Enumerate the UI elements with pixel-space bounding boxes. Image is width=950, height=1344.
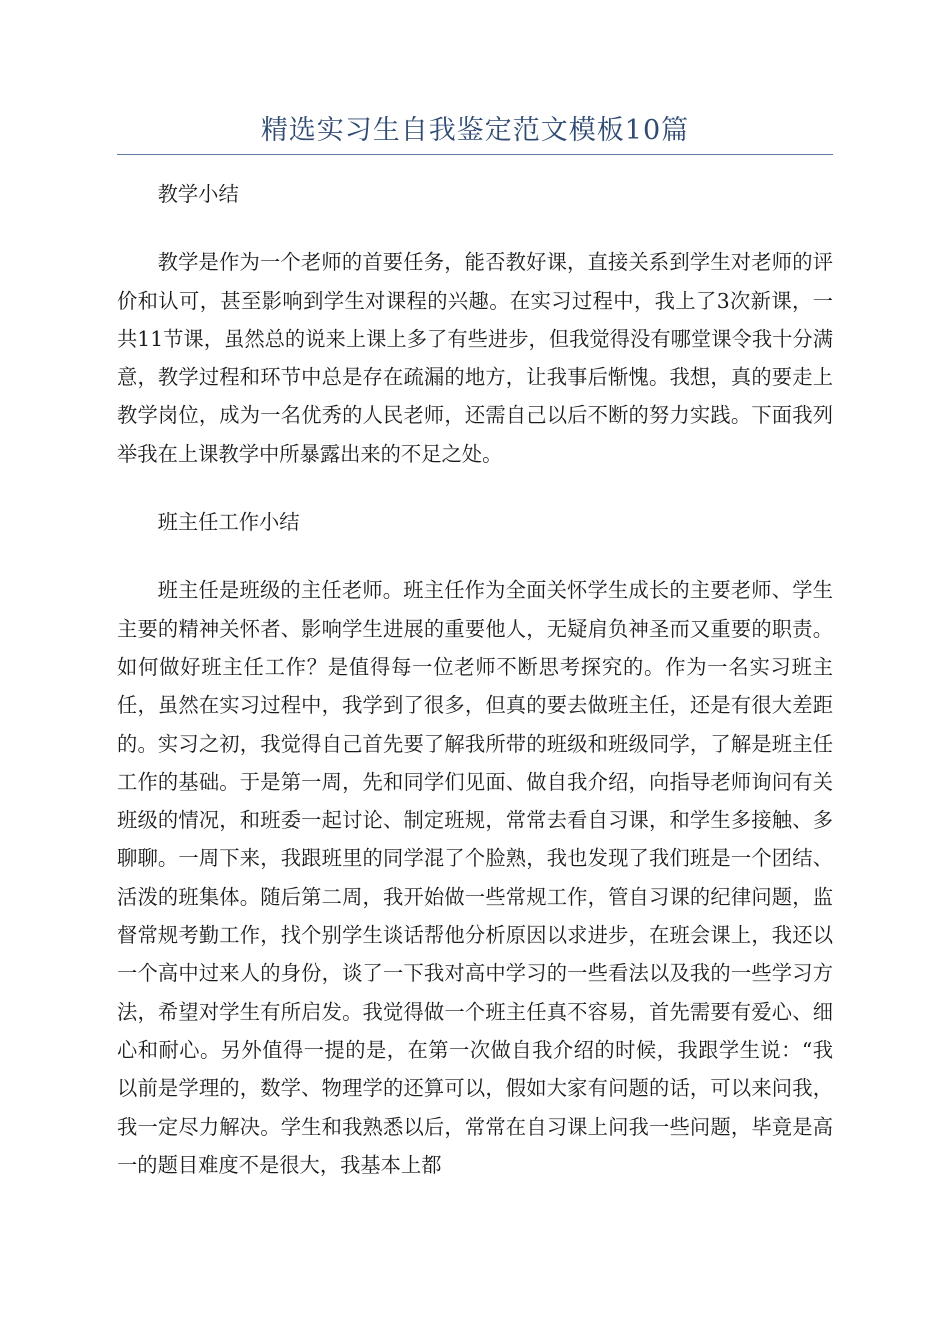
section-paragraph-class-teacher: 班主任是班级的主任老师。班主任作为全面关怀学生成长的主要老师、学生主要的精神关怀者、影响学生进展的重要他人，无疑肩负神圣而又重要的职责。如何做好班主任工作？是值得每一位老师不断思考探究的。作为一名实习班主任，虽然在实习过程中，我学到了很多，但真的要去做班主任，还是有很大差距的。实习之初，我觉得自己首先要了解我所带的班级和班级同学，了解是班主任工作的基础。于是第一周，先和同学们见面、做自我介绍，向指导老师询问有关班级的情况，和班委一起讨论、制定班规，常常去看自习课，和学生多接触、多聊聊。一周下来，我跟班里的同学混了个脸熟，我也发现了我们班是一个团结、活泼的班集体。随后第二周，我开始做一些常规工作，管自习课的纪律问题，监督常规考勤工作，找个别学生谈话帮他分析原因以求进步，在班会课上，我还以一个高中过来人的身份，谈了一下我对高中学习的一些看法以及我的一些学习方法，希望对学生有所启发。我觉得做一个班主任真不容易，首先需要有爱心、细心和耐心。另外值得一提的是，在第一次做自我介绍的时候，我跟学生说：“我以前是学理的，数学、物理学的还算可以，假如大家有问题的话，可以来问我，我一定尽力解决。学生和我熟悉以后，常常在自习课上问我一些问题，毕竟是高一的题目难度不是很大，我基本上都 [117, 578, 833, 1177]
title-underline [117, 154, 833, 155]
section-heading-teaching: 教学小结 [157, 182, 239, 206]
section-heading-class-teacher: 班主任工作小结 [157, 510, 300, 535]
document-body [117, 175, 833, 1214]
section-paragraph-teaching: 教学是作为一个老师的首要任务，能否教好课，直接关系到学生对老师的评价和认可，甚至影响到学生对课程的兴趣。在实习过程中，我上了3次新课，一共11节课，虽然总的说来上课上多了有些进步，但我觉得没有哪堂课令我十分满意，教学过程和环节中总是存在疏漏的地方，让我事后惭愧。我想，真的要走上教学岗位，成为一名优秀的人民老师，还需自己以后不断的努力实践。下面我列举我在上课教学中所暴露出来的不足之处。 [117, 250, 833, 466]
document-title: 精选实习生自我鉴定范文模板10篇 [260, 115, 690, 146]
